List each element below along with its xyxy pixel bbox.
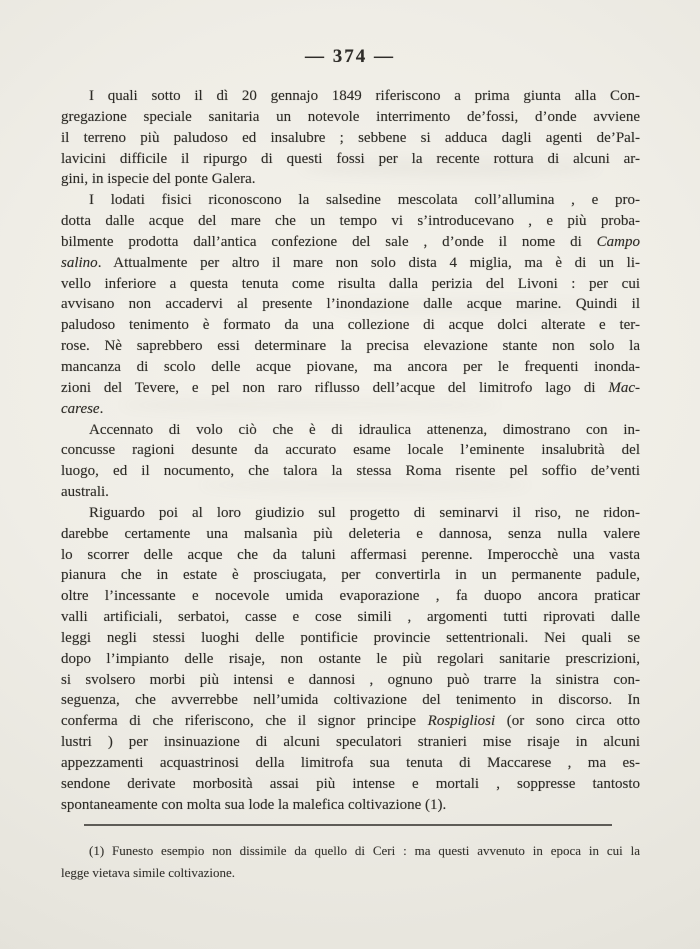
text-line: Accennato di volo ciò che è di idraulica attenenza, dimostrano con in- — [89, 421, 640, 438]
text-line: (1) Funesto esempio non dissimile da quello di Ceri : ma questi avvenuto in epoca in cui la — [89, 843, 640, 858]
text-line: lo scorrer delle acque che da taluni affermasi perenne. Imperocchè una vasta — [61, 546, 640, 563]
text-line: appezzamenti acquastrinosi della limitrofa sua tenuta di Maccarese , ma es- — [61, 755, 640, 771]
text-line: valli artificiali, serbatoi, casse e cose simili , argomenti tutti riprovati dalle — [61, 609, 640, 626]
text-line: concusse ragioni desunte da accurato esame locale l’eminente insalubrità del — [61, 442, 640, 459]
text-line: seguenza, che avverrebbe nell’umida coltivazione del tenimento in discorso. In — [61, 692, 640, 709]
text-line: legge vietava simile coltivazione. — [61, 864, 235, 880]
footnote — [61, 840, 640, 883]
text-line: bilmente prodotta dall’antica confezione del sale , d’onde il nome di Campo — [61, 233, 640, 250]
text-line: I lodati fisici riconoscono la salsedine mescolata coll’allumina , e pro- — [89, 192, 640, 209]
text-line: luogo, ed il nocumento, che talora la stessa Roma risente pel soffio de’venti — [61, 463, 640, 480]
text-line: dopo l’impianto delle risaje, non ostante le più regolari sanitarie prescrizioni, — [61, 650, 640, 667]
page-number: — 374 — — [305, 46, 395, 67]
text-line: oltre l’incessante e nocevole umida evaporazione , fa duopo ancora praticar — [61, 588, 640, 605]
footnote-rule — [84, 824, 612, 826]
text-line: conferma di che riferiscono, che il signor principe Rospigliosi (or sono circa otto — [61, 713, 640, 730]
text-line: lavicini difficile il ripurgo di questi fossi per la recente rottura di alcuni ar- — [61, 150, 640, 167]
text-line: dotta dalle acque del mare che un tempo vi s’introducevano , e più proba- — [61, 213, 640, 230]
text-line: il terreno più paludoso ed insalubre ; sebbene si adduca dagli agenti de’Pal- — [61, 129, 640, 146]
text-line: I quali sotto il dì 20 gennajo 1849 riferiscono a prima giunta alla Con- — [89, 88, 640, 104]
text-line: salino. Attualmente per altro il mare non solo dista 4 miglia, ma è di un li- — [61, 254, 640, 271]
text-line: pianura che in estate è prosciugata, per convertirla in un permanente padule, — [61, 567, 640, 584]
body-text — [61, 86, 640, 816]
text-line: paludoso tenimento è formato da una collezione di acque dolci alterate e ter- — [61, 317, 640, 334]
text-line: gini, in ispecie del ponte Galera. — [61, 171, 256, 188]
text-line: Riguardo poi al loro giudizio sul progetto di seminarvi il riso, ne ridon- — [89, 504, 640, 521]
text-line: zioni del Tevere, e pel non raro riflusso dell’acque del limitrofo lago di Mac- — [61, 379, 640, 396]
text-line: avvisano non accadervi al presente l’inondazione dalle acque marine. Quindi il — [61, 296, 640, 313]
text-line: darebbe certamente una malsanìa più deleteria e dannosa, senza nulla valere — [61, 525, 640, 542]
text-line: sendone derivate morbosità assai più intense e mortali , soppresse tantosto — [61, 775, 640, 792]
text-line: australi. — [61, 484, 109, 501]
text-line: leggi negli stessi luoghi delle pontificie provincie settentrionali. Nei quali se — [61, 629, 640, 646]
text-line: vello inferiore a questa tenuta come risulta dalla perizia del Livoni : per cui — [61, 275, 640, 292]
text-line: lustri ) per insinuazione di alcuni speculatori stranieri mise risaje in alcuni — [61, 734, 640, 751]
text-line: carese. — [61, 400, 104, 417]
text-line: mancanza di scolo delle acque piovane, ma ancora per le frequenti inonda- — [61, 358, 640, 375]
text-line: spontaneamente con molta sua lode la malefica coltivazione (1). — [61, 796, 447, 813]
text-line: rose. Nè saprebbero essi determinare la precisa elevazione stante non solo la — [61, 338, 640, 355]
text-line: si svolsero morbi più intensi e dannosi , ognuno può trarre la sinistra con- — [61, 671, 640, 688]
text-line: gregazione speciale sanitaria un notevole interrimento de’fossi, d’onde avviene — [61, 108, 640, 125]
